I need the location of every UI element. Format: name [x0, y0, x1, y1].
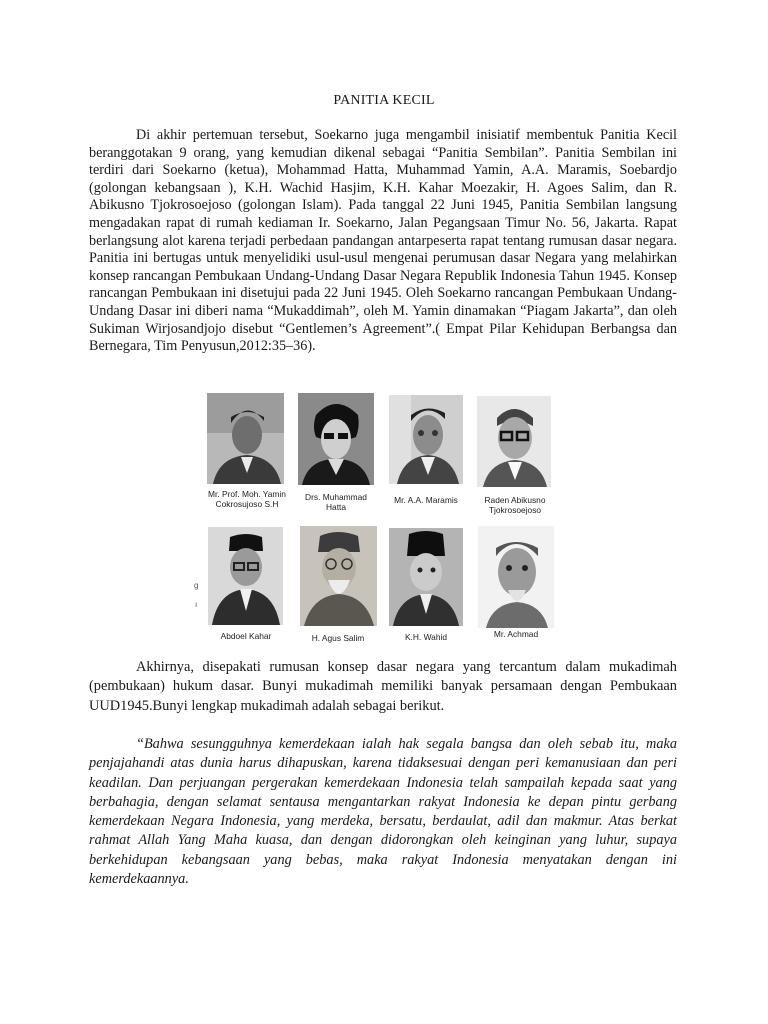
portrait-wahid: [389, 528, 463, 626]
paragraph-2-text: Akhirnya, disepakati rumusan konsep dasar negara yang tercantum dalam mukadimah (pembukaan) hukum dasar. Bunyi mukadimah memiliki banyak persamaan dengan Pembukaan UUD1945.Bunyi lengkap mukadimah adalah sebagai berikut.: [89, 659, 677, 714]
paragraph-1-text: Di akhir pertemuan tersebut, Soekarno juga mengambil inisiatif membentuk Panitia Kecil beranggotakan 9 orang, yang kemudian dikenal sebagai “Panitia Sembilan”. Panitia Sembilan ini terdiri dari Soekarno (ketua), Mohammad Hatta, Muhammad Yamin, A.A. Maramis, Soebardjo (golongan kebangsaan ), K.H. Wachid Hasjim, K.H. Kahar Moezakir, H. Agoes Salim, dan R. Abikusno Tjokrosoejoso (golongan Islam). Pada tanggal 22 Juni 1945, Panitia Sembilan langsung mengadakan rapat di rumah kediaman Ir. Soekarno, Jalan Pegangsaan Timur No. 56, Jakarta. Rapat berlangsung alot karena terjadi perbedaan pandangan antarpeserta rapat tentang rumusan dasar negara. Panitia ini bertugas untuk menyelidiki usul-usul mengenai perumusan dasar Negara yang melahirkan konsep rancangan Pembukaan Undang-Undang Dasar Negara Republik Indonesia Tahun 1945. Konsep rancangan Pembukaan ini disetujui pada 22 Juni 1945. Oleh Soekarno rancangan Pembukaan Undang-Undang Dasar ini diberi nama “Mukaddimah”, oleh M. Yamin dinamakan “Piagam Jakarta”, dan oleh Sukiman Wirjosandjojo disebut “Gentlemen’s Agreement”.( Empat Pilar Kehidupan Berbangsa dan Bernegara, Tim Penyusun,2012:35–36).: [89, 127, 677, 355]
edge-mark: g: [194, 581, 199, 590]
portrait-agus-salim: [300, 526, 377, 626]
paragraph-panitia-sembilan: [89, 127, 677, 356]
caption-maramis: Mr. A.A. Maramis: [394, 495, 458, 505]
caption-yamin: Mr. Prof. Moh. Yamin Cokrosujoso S.H: [208, 489, 286, 509]
portrait-image: [389, 395, 463, 484]
portrait-image: [298, 393, 374, 485]
page-title: PANITIA KECIL: [333, 93, 435, 108]
caption-abikusno: Raden Abikusno Tjokrosoejoso: [484, 495, 546, 515]
caption-hatta: Drs. Muhammad Hatta: [305, 492, 367, 512]
portrait-image: [477, 396, 551, 487]
portrait-image: [208, 527, 283, 625]
portrait-kahar: [208, 527, 283, 625]
mukadimah-quote: [89, 735, 677, 889]
portrait-image: [478, 526, 554, 628]
edge-mark: ı: [195, 600, 198, 609]
portrait-abikusno: [477, 396, 551, 487]
quote-text: “Bahwa sesungguhnya kemerdekaan ialah hak segala bangsa dan oleh sebab itu, maka penjajahandi atas dunia harus dihapuskan, karena tidaksesuai dengan peri kemanusiaan dan peri keadilan. Dan perjuangan pergerakan kemerdekaan Indonesia telah sampailah kepada saat yang berbahagia, dengan selamat sentausa mengantarkan rakyat Indonesia ke depan pintu gerbang kemerdekaan Negara Indonesia, yang merdeka, bersatu, berdaulat, adil dan makmur. Atas berkat rahmat Allah Yang Maha kuasa, dan dengan didorongkan oleh keinginan yang luhur, supaya berkehidupan kebangsaan yang bebas, maka rakyat Indonesia menyatakan dengan ini kemerdekaannya.: [89, 736, 677, 888]
portrait-achmad: [478, 526, 554, 628]
caption-wahid: K.H. Wahid: [404, 632, 448, 642]
portrait-hatta: [298, 393, 374, 485]
portrait-yamin: [207, 393, 284, 484]
portrait-maramis: [389, 395, 463, 484]
caption-kahar: Abdoel Kahar: [220, 631, 272, 641]
portrait-image: [389, 528, 463, 626]
caption-achmad: Mr. Achmad: [493, 629, 539, 639]
portrait-image: [300, 526, 377, 626]
portrait-image: [207, 393, 284, 484]
caption-agus-salim: H. Agus Salim: [311, 633, 365, 643]
paragraph-mukadimah: [89, 658, 677, 716]
